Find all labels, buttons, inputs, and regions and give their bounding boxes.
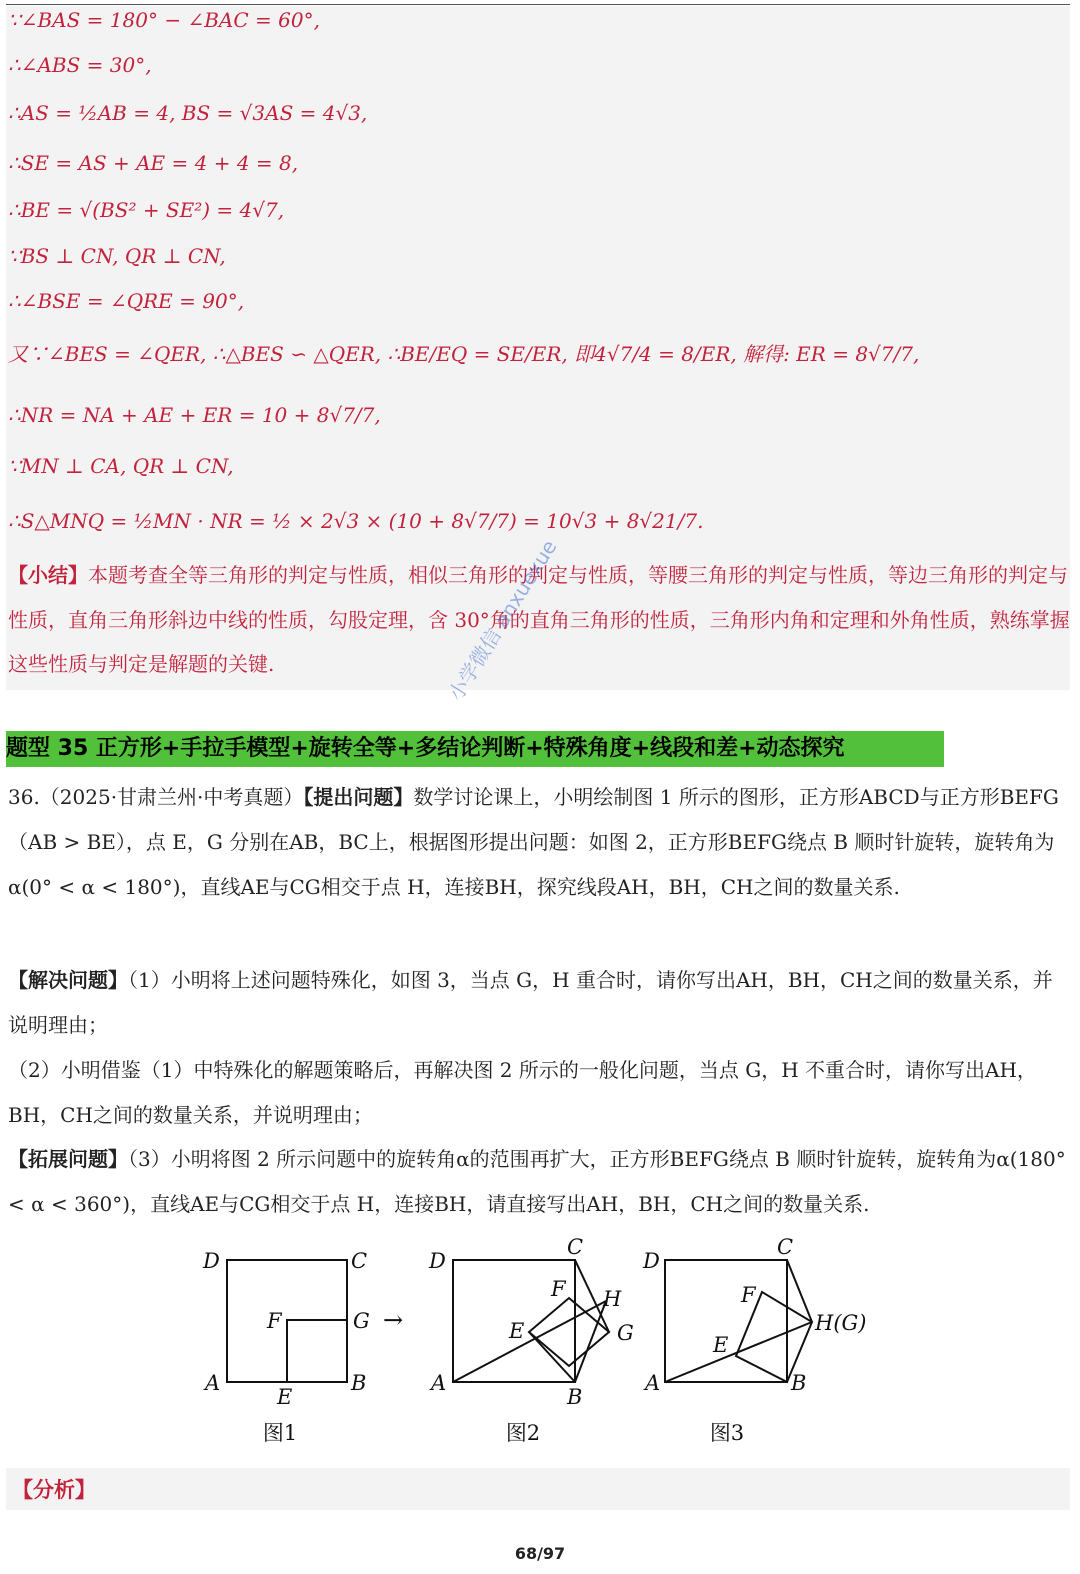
fig1-caption: 图1 [262,1421,298,1445]
analysis-label: 【分析】 [12,1478,96,1502]
solution-line-8: 又∵∠BES = ∠QER, ∴△BES ∽ △QER, ∴BE/EQ = SE/ER, 即4√7/4 = 8/ER, 解得: ER = 8√7/7, [8,342,920,366]
problem-intro: 36.（2025·甘肃兰州·中考真题） [8,785,304,809]
summary-text: 本题考查全等三角形的判定与性质，相似三角形的判定与性质，等腰三角形的判定与性质，等边三角形的判定与性质，直角三角形斜边中线的性质，勾股定理，含 30°角的直角三角形的性质，三角形内角和定理和外角性质，熟练掌握这些性质与判定是解题的关键. [8,563,1070,676]
watermark: 小学微信 anxuexue [443,535,562,705]
fig2-label-h: H [603,1287,622,1311]
figure-1 [227,1260,347,1382]
solution-line-9: ∴NR = NA + AE + ER = 10 + 8√7/7, [8,403,381,427]
fig2-label-a: A [431,1371,447,1395]
type-heading: 题型 35 正方形+手拉手模型+旋转全等+多结论判断+特殊角度+线段和差+动态探究 [6,731,944,767]
figure-3 [665,1260,812,1382]
solution-line-4: ∴SE = AS + AE = 4 + 4 = 8, [8,151,299,175]
fig1-square-befg [287,1320,347,1382]
fig2-label-c: C [567,1235,584,1259]
top-rule [6,4,1070,5]
fig3-label-b: B [791,1371,807,1395]
problem-text-2: （1）小明将上述问题特殊化，如图 3，当点 G，H 重合时，请你写出AH，BH，CH之间的数量关系，并说明理由； [8,968,1053,1037]
problem-text-1: 数学讨论课上，小明绘制图 1 所示的图形，正方形ABCD与正方形BEFG（AB > BE），点 E，G 分别在AB，BC上，根据图形提出问题：如图 2，正方形BEFG绕点 B 顺时针旋转，旋转角为α(0° < α < 180°)，直线AE与CG相交于点 H，连接BH，探究线段AH，BH，CH之间的数量关系. [8,785,1059,899]
fig2-label-b: B [567,1385,583,1409]
solution-line-3: ∴AS = ½AB = 4, BS = √3AS = 4√3, [8,101,368,125]
fig3-caption: 图3 [709,1421,745,1445]
fig3-label-d: D [643,1249,660,1273]
figure-2 [453,1260,609,1382]
solution-line-5: ∴BE = √(BS² + SE²) = 4√7, [8,198,285,222]
solution-line-2: ∴∠ABS = 30°, [8,53,152,77]
problem-part-1 [8,958,1070,1048]
fig3-square-abcd [665,1260,787,1382]
fig3-label-c: C [777,1235,794,1259]
solution-line-10: ∵MN ⊥ CA, QR ⊥ CN, [8,454,234,478]
fig2-label-d: D [429,1249,446,1273]
fig2-label-e: E [509,1319,525,1343]
fig3-label-f: F [741,1283,756,1307]
problem-statement [8,775,1070,910]
fig2-label-f: F [551,1277,566,1301]
fig3-label-hg: H(G) [815,1311,867,1335]
figures [195,1228,895,1458]
summary-tag: 【小结】 [8,563,88,587]
solution-line-1: ∵∠BAS = 180° − ∠BAC = 60°, [8,8,320,32]
fig1-label-d: D [203,1249,220,1273]
fig2-line-ah [453,1301,606,1382]
problem-text-4: （3）小明将图 2 所示问题中的旋转角α的范围再扩大，正方形BEFG绕点 B 顺时针旋转，旋转角为α(180° < α < 360°)，直线AE与CG相交于点 H，连接BH，请直接写出AH，BH，CH之间的数量关系. [8,1147,1066,1216]
solution-line-6: ∵BS ⊥ CN, QR ⊥ CN, [8,244,226,268]
tag-extend-question: 【拓展问题】 [8,1147,128,1171]
arrow-icon: → [383,1306,404,1334]
problem-part-2: （2）小明借鉴（1）中特殊化的解题策略后，再解决图 2 所示的一般化问题，当点 G，H 不重合时，请你写出AH，BH，CH之间的数量关系，并说明理由； [8,1058,1037,1127]
fig3-label-e: E [713,1333,729,1357]
fig1-label-c: C [351,1249,368,1273]
fig2-line-eb [529,1332,575,1382]
problem-part-3 [8,1137,1070,1227]
fig2-caption: 图2 [505,1421,541,1445]
fig1-label-a: A [205,1371,221,1395]
fig1-label-g: G [353,1309,370,1333]
fig1-label-f: F [267,1309,282,1333]
fig2-label-g: G [617,1321,634,1345]
tag-solve-question: 【解决问题】 [8,968,128,992]
analysis-block [6,1468,1070,1510]
fig1-label-e: E [277,1385,293,1409]
fig3-label-a: A [645,1371,661,1395]
fig3-line-ch [787,1260,812,1322]
fig1-label-b: B [351,1371,367,1395]
fig2-line-bh [575,1301,606,1382]
solution-line-11: ∴S△MNQ = ½MN · NR = ½ × 2√3 × (10 + 8√7/7) = 10√3 + 8√21/7. [8,509,704,533]
page-number: 68/97 [514,1544,566,1563]
tag-raise-question: 【提出问题】 [303,785,414,809]
solution-line-7: ∴∠BSE = ∠QRE = 90°, [8,289,245,313]
